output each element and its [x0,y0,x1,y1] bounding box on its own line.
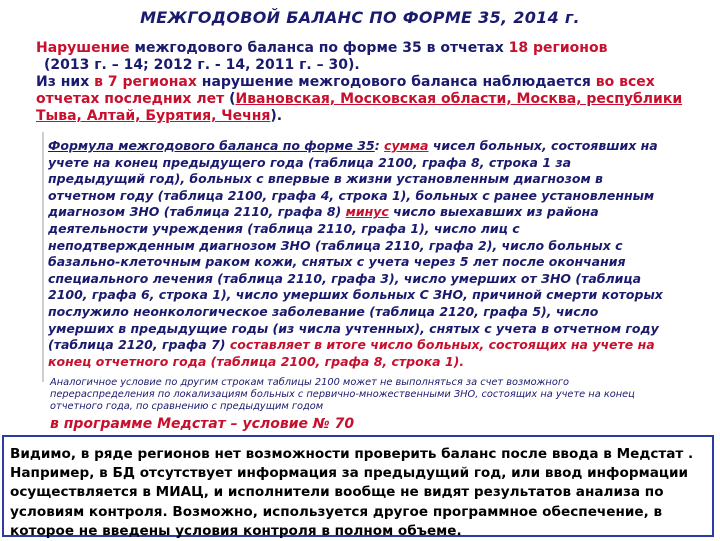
formula-body-2: число выехавших из района деятельности учреждения (таблица 2110, графа 1), число лиц с неподтвержденным диагнозом ЗНО (таблица 2110, графа 2), число больных с базально-клеточным раком кожи, снятых с учета через 5 лет после окончания специального лечения (таблица 2110, графа 3), число умерших от ЗНО (таблица 2100, графа 6, строка 1), число умерших больных С ЗНО, причиной смерти которых послужило неонкологическое заболевание (таблица 2120, графа 5), число умерших в предыдущие годы (из числа учтенных), снятых с учета в отчетном году (таблица 2120, графа 7) [48,204,663,353]
sum-word: сумма [384,138,429,153]
seven-regions: в 7 регионах [94,74,197,90]
conclusion-box: Видимо, в ряде регионов нет возможности проверить баланс после ввода в Медстат . Например, в БД отсутствует информация за предыдущий год, или ввод информации осуществляется в МИАЦ, и исполнители вообще не видят результатов анализа по условиям контроля. Возможно, используется другое программное обеспечение, в которое не введены условия контроля в полном объеме. [2,435,714,537]
section-divider [42,132,44,382]
minus-word: минус [345,204,389,220]
formula-body-1: чисел больных, состоявших на учете на конец предыдущего года (таблица 2100, графа 8, строка 1 за предыдущий год), больных с впервые в жизни установленным диагнозом в отчетном году (таблица 2100, графа 4, строка 1), больных с ранее установленным диагнозом ЗНО (таблица 2110, графа 8) [48,138,658,220]
formula-heading: Формула межгодового баланса по форме 35 [48,138,375,153]
violations-summary [36,40,686,125]
paren-close: ). [270,108,283,124]
page-title: МЕЖГОДОВОЙ БАЛАНС ПО ФОРМЕ 35, 2014 г. [140,8,580,27]
region-count: 18 регионов [508,40,608,56]
summary-years: (2013 г. – 14; 2012 г. - 14, 2011 г. – 30). [44,57,360,73]
all-reports: во всех отчетах последних лет [36,74,655,107]
summary-text-1: межгодового баланса по форме 35 в отчетах [129,40,509,56]
balance-formula [48,138,668,370]
formula-colon: : [374,138,385,153]
medstat-condition: в программе Медстат – условие № 70 [50,416,355,432]
region-list-link[interactable]: Ивановская, Московская области, Москва, республики Тыва, Алтай, Бурятия, Чечня [36,91,683,124]
formula-result: составляет в итоге число больных, состоящих на учете на конец отчетного года (таблица 2100, графа 8, строка 1). [48,337,655,369]
paren-open: ( [224,91,236,107]
summary-text-3: нарушение межгодового баланса наблюдается [196,74,596,90]
summary-text-2: Из них [36,74,95,90]
footnote: Аналогичное условие по другим строкам таблицы 2100 может не выполняться за счет возможного перераспределения по локализациям больных с первично-множественными ЗНО, состоящих на учете на конец отчетного года, по сравнению с предыдущим годом [50,377,635,413]
violation-word: Нарушение [36,40,130,56]
